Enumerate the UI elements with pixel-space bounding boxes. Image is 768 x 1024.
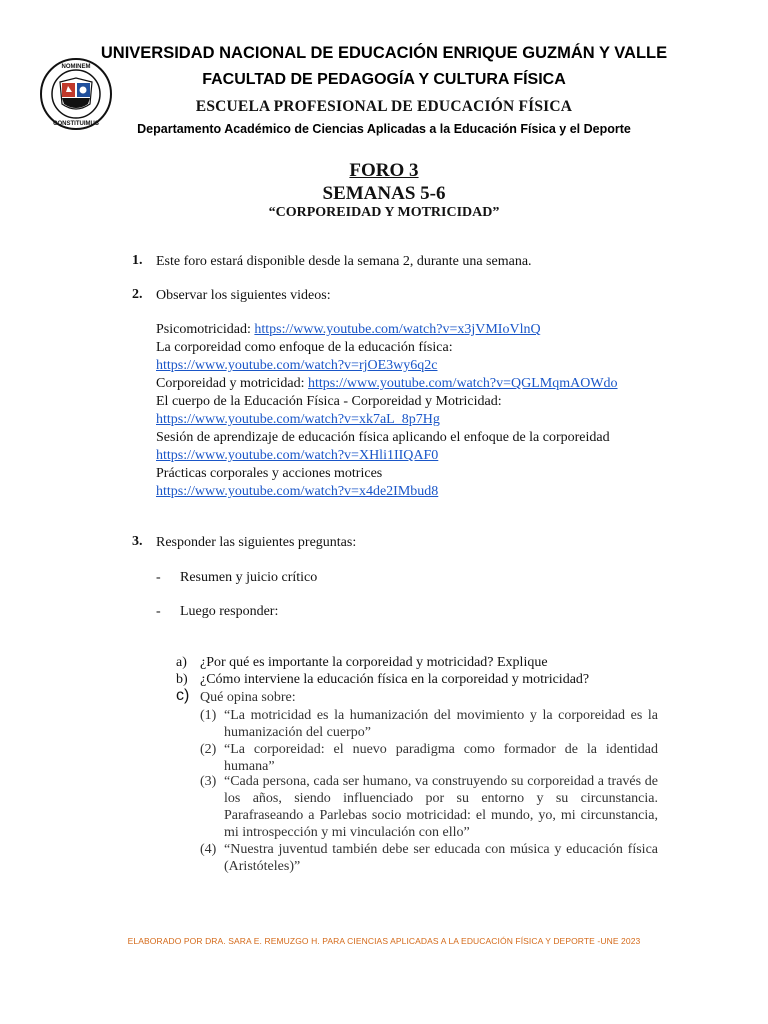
question-a-marker: a) [176, 655, 187, 670]
video-label-6: Prácticas corporales y acciones motrices [156, 466, 383, 481]
dash-text-1: Resumen y juicio crítico [180, 570, 318, 585]
question-b: ¿Cómo interviene la educación física en la corporeidad y motricidad? [200, 672, 590, 687]
video-label-3: Corporeidad y motricidad: [156, 376, 309, 391]
item-text-1: Este foro estará disponible desde la semana 2, durante una semana. [156, 254, 532, 269]
video-list [156, 321, 716, 501]
quote-3: “Cada persona, cada ser humano, va construyendo su corporeidad a través de los años, siendo influenciado por su entorno y su circunstancia. Parafraseando a Parlebas socio motricidad: el mundo, yo, mi circunstancia, mi introspección y mi vinculación con ello” [224, 774, 658, 840]
item-text-2: Observar los siguientes videos: [156, 288, 331, 303]
question-c: Qué opina sobre: [200, 690, 296, 705]
question-a: ¿Por qué es importante la corporeidad y motricidad? Explique [200, 655, 548, 670]
quote-3-marker: (3) [200, 774, 217, 789]
school-name: ESCUELA PROFESIONAL DE EDUCACIÓN FÍSICA [195, 98, 573, 115]
university-name: UNIVERSIDAD NACIONAL DE EDUCACIÓN ENRIQUE GUZMÁN Y VALLE [100, 44, 668, 62]
page-footer: ELABORADO POR DRA. SARA E. REMUZGO H. PARA CIENCIAS APLICADAS A LA EDUCACIÓN FÍSICA Y DEPORTE -UNE 2023 [127, 936, 641, 946]
svg-text:NOMINEM: NOMINEM [61, 64, 91, 70]
item-text-3: Responder las siguientes preguntas: [156, 535, 357, 550]
university-seal-logo [40, 58, 112, 130]
video-item-1 [156, 321, 716, 339]
quote-1-marker: (1) [200, 708, 217, 723]
video-link-2[interactable]: https://www.youtube.com/watch?v=rjOE3wy6q2c [156, 358, 438, 373]
video-link-1[interactable]: https://www.youtube.com/watch?v=x3jVMIoVlnQ [254, 322, 541, 337]
video-label-5: Sesión de aprendizaje de educación física aplicando el enfoque de la corporeidad [156, 430, 610, 445]
video-item-3 [156, 375, 716, 393]
quote-4: “Nuestra juventud también debe ser educada con música y educación física (Aristóteles)” [224, 842, 658, 874]
item-number-3: 3. [132, 534, 143, 549]
question-c-marker: c) [176, 687, 190, 704]
topic-title: “CORPOREIDAD Y MOTRICIDAD” [268, 205, 500, 220]
video-link-3[interactable]: https://www.youtube.com/watch?v=QGLMqmAOWdo [308, 376, 618, 391]
dash-marker-1: - [156, 570, 161, 585]
weeks-title: SEMANAS 5-6 [322, 183, 446, 204]
svg-text:CONSTITUIMUS: CONSTITUIMUS [53, 121, 99, 127]
video-label-4: El cuerpo de la Educación Física - Corporeidad y Motricidad: [156, 394, 502, 409]
item-number-2: 2. [132, 287, 143, 302]
quote-4-marker: (4) [200, 842, 217, 857]
quote-2: “La corporeidad: el nuevo paradigma como formador de la identidad humana” [224, 742, 658, 774]
question-b-marker: b) [176, 672, 188, 687]
forum-title [0, 160, 768, 182]
video-link-5[interactable]: https://www.youtube.com/watch?v=XHli1IIQAF0 [156, 448, 439, 463]
faculty-name: FACULTAD DE PEDAGOGÍA Y CULTURA FÍSICA [202, 71, 566, 88]
quote-1: “La motricidad es la humanización del movimiento y la corporeidad es la humanización del cuerpo” [224, 708, 658, 740]
video-link-6[interactable]: https://www.youtube.com/watch?v=x4de2IMbud8 [156, 484, 439, 499]
video-label-1: Psicomotricidad: [156, 322, 255, 337]
video-link-4[interactable]: https://www.youtube.com/watch?v=xk7aL_8p7Hg [156, 412, 440, 427]
quote-2-marker: (2) [200, 742, 217, 757]
dash-text-2: Luego responder: [180, 604, 279, 619]
item-number-1: 1. [132, 253, 143, 268]
video-label-2: La corporeidad como enfoque de la educación física: [156, 340, 453, 355]
dash-marker-2: - [156, 604, 161, 619]
forum-title-text: FORO 3 [349, 160, 419, 181]
department-name: Departamento Académico de Ciencias Aplicadas a la Educación Física y el Deporte [137, 122, 631, 136]
